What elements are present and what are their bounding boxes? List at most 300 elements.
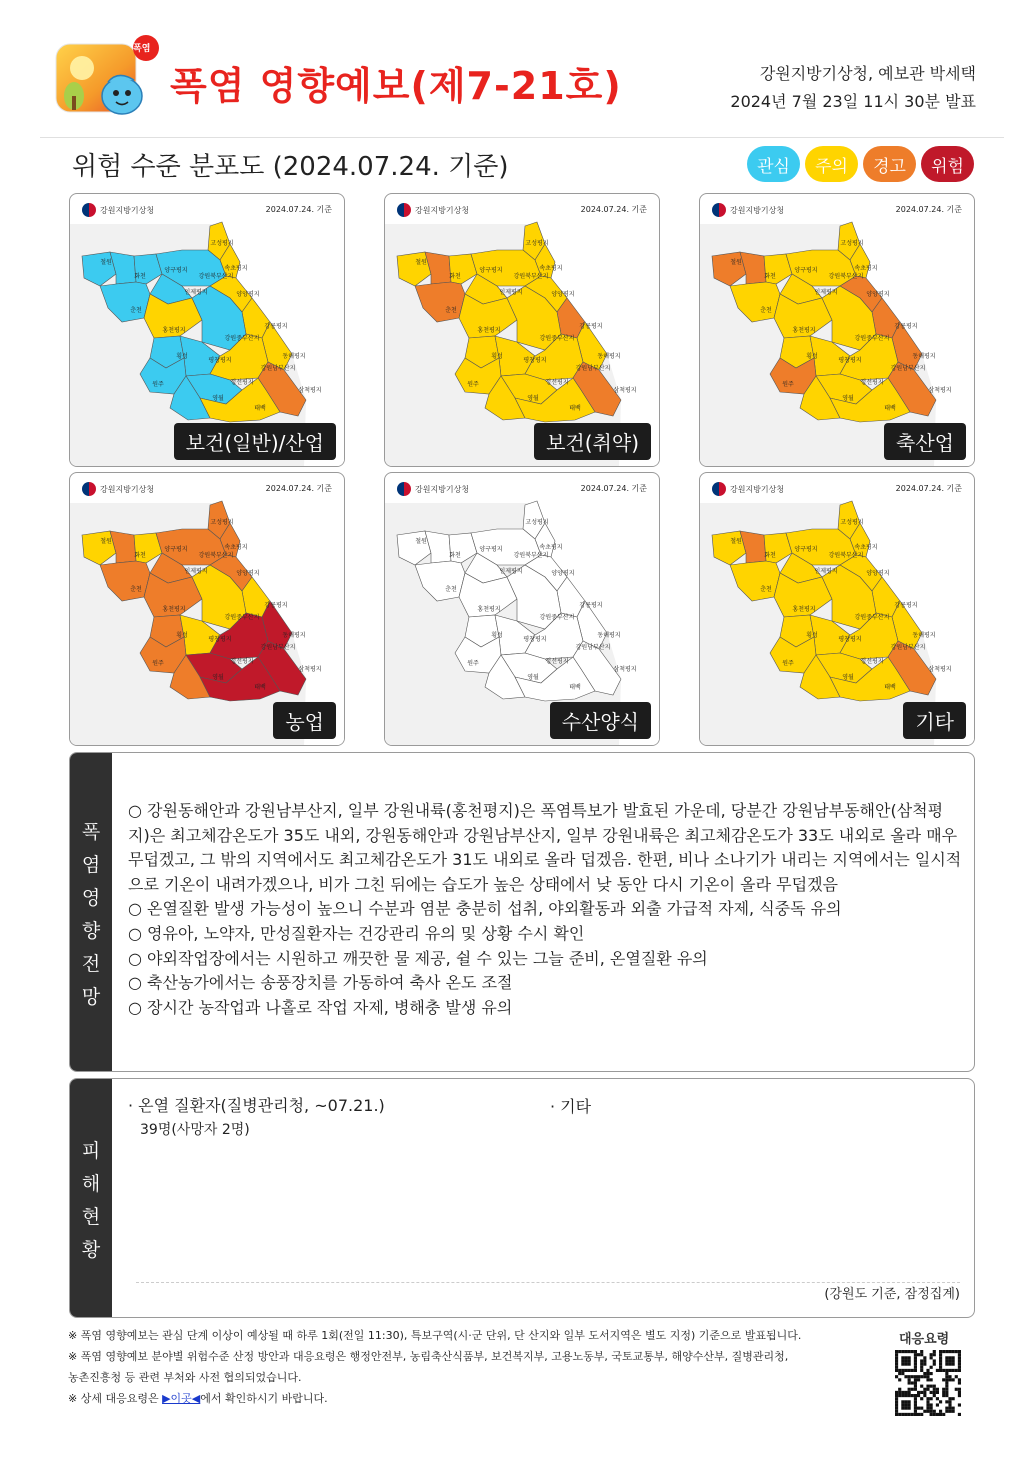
map-region-label: 평창평지 [208, 636, 232, 643]
map-region-label: 강릉평지 [894, 323, 918, 330]
outlook-side-label [70, 753, 112, 1071]
qr-module [939, 1410, 942, 1413]
qr-module [904, 1369, 907, 1372]
map-region-label: 고성평지 [840, 519, 864, 526]
qr-module [923, 1359, 926, 1362]
legend-caution: 주의 [805, 146, 858, 182]
qr-module [908, 1369, 911, 1372]
qr-module [945, 1356, 948, 1359]
map-region-label: 강원북부산지 [513, 552, 549, 559]
qr-module [939, 1350, 942, 1353]
heat-illness-value: 39명(사망자 2명) [140, 1122, 250, 1138]
map-region-label: 화천 [764, 552, 776, 559]
qr-module [901, 1356, 904, 1359]
map-region-label: 양양평지 [551, 570, 575, 577]
qr-module [895, 1369, 898, 1372]
qr-module [926, 1372, 929, 1375]
map-region-label: 양구평지 [164, 267, 188, 274]
qr-module [958, 1369, 961, 1372]
outlook-body [128, 799, 964, 1020]
qr-module [914, 1363, 917, 1366]
qr-module [933, 1394, 936, 1397]
map-region-label: 삼척평지 [298, 387, 322, 394]
qr-module [933, 1350, 936, 1353]
map-region-label: 영월 [842, 674, 854, 681]
map-region-label: 고성평지 [840, 240, 864, 247]
map-region-label: 영월 [842, 395, 854, 402]
qr-module [952, 1397, 955, 1400]
qr-module [901, 1359, 904, 1362]
map-region-label: 강원중부산지 [224, 335, 260, 342]
risk-legend [747, 146, 974, 182]
map-region-label: 철원 [415, 259, 427, 266]
qr-module [930, 1385, 933, 1388]
qr-module [895, 1356, 898, 1359]
government-emblem-icon [82, 482, 96, 496]
map-region-label: 양구평지 [479, 267, 503, 274]
qr-module [917, 1394, 920, 1397]
legend-warning: 경고 [863, 146, 916, 182]
side-char: 폭 [81, 821, 101, 843]
qr-module [895, 1353, 898, 1356]
map-region-label: 철원 [730, 538, 742, 545]
qr-module [914, 1359, 917, 1362]
map-region-label: 철원 [100, 538, 112, 545]
map-label: 축산업 [884, 423, 966, 460]
qr-module [914, 1385, 917, 1388]
qr-module [945, 1407, 948, 1410]
map-region-label: 정선평지 [860, 379, 884, 386]
qr-module [898, 1388, 901, 1391]
footer-text: ※ 상세 대응요령은 [68, 1392, 163, 1405]
qr-module [917, 1407, 920, 1410]
qr-module [895, 1413, 898, 1416]
outlook-line: ○ 영유아, 노약자, 만성질환자는 건강관리 유의 및 상황 수시 확인 [128, 923, 585, 943]
map-label: 농업 [273, 702, 336, 739]
qr-module [895, 1366, 898, 1369]
heat-illness-stats [128, 1094, 385, 1142]
map-region-label: 강원중부산지 [539, 614, 575, 621]
qr-module [942, 1394, 945, 1397]
map-region-label: 동해평지 [912, 353, 936, 360]
qr-module [930, 1391, 933, 1394]
map-region-label: 동해평지 [282, 632, 306, 639]
map-region-label: 양구평지 [479, 546, 503, 553]
damage-note: (강원도 기준, 잠정집계) [824, 1287, 960, 1302]
map-region-label: 원주 [467, 381, 479, 388]
other-damage-title: · 기타 [550, 1097, 592, 1116]
footer-line: ※ 폭염 영향예보는 관심 단계 이상이 예상될 때 하루 1회(전일 11:30), 특보구역(시·군 단위, 단 산지와 일부 도서지역은 별도 지정) 기준으로 발표됩니다. [68, 1329, 802, 1342]
legend-interest: 관심 [747, 146, 800, 182]
map-agency-name: 강원지방기상청 [730, 205, 785, 215]
qr-module [952, 1363, 955, 1366]
footer-notes [68, 1325, 801, 1409]
footer-line [68, 1388, 801, 1409]
qr-module [952, 1407, 955, 1410]
map-region-label: 홍천평지 [792, 327, 816, 334]
qr-module [901, 1372, 904, 1375]
footer-line: 농촌진흥청 등 관련 부처와 사전 협의되었습니다. [68, 1371, 302, 1384]
side-char: 전 [81, 953, 101, 975]
government-emblem-icon [397, 203, 411, 217]
map-date: 2024.07.24. 기준 [580, 484, 647, 493]
qr-module [904, 1413, 907, 1416]
map-region-label: 횡성 [806, 353, 818, 360]
qr-module [895, 1359, 898, 1362]
qr-module [914, 1388, 917, 1391]
map-region-label: 정선평지 [230, 658, 254, 665]
qr-module [895, 1363, 898, 1366]
qr-module [930, 1372, 933, 1375]
map-region-label: 강릉평지 [579, 602, 603, 609]
qr-module [920, 1385, 923, 1388]
qr-module [933, 1413, 936, 1416]
qr-module [945, 1350, 948, 1353]
qr-module [901, 1413, 904, 1416]
qr-module [904, 1363, 907, 1366]
qr-module [955, 1369, 958, 1372]
map-region-label: 강원북부산지 [513, 273, 549, 280]
qr-module [911, 1388, 914, 1391]
qr-module [939, 1366, 942, 1369]
qr-module [917, 1353, 920, 1356]
qr-module [898, 1350, 901, 1353]
map-region-label: 강원중부산지 [854, 614, 890, 621]
qr-module [926, 1400, 929, 1403]
section-title: 위험 수준 분포도 (2024.07.24. 기준) [72, 152, 509, 182]
qr-module [942, 1378, 945, 1381]
map-agency-name: 강원지방기상청 [100, 484, 155, 494]
qr-module [923, 1375, 926, 1378]
map-region-label: 철원 [730, 259, 742, 266]
map-region-label: 속초평지 [854, 265, 878, 272]
qr-module [952, 1410, 955, 1413]
qr-module [948, 1350, 951, 1353]
map-region-label: 삼척평지 [613, 387, 637, 394]
qr-module [917, 1375, 920, 1378]
side-char: 황 [81, 1239, 101, 1261]
map-region-label: 춘천 [130, 307, 142, 314]
map-label: 보건(일반)/산업 [174, 423, 336, 460]
map-region-label: 양양평지 [551, 291, 575, 298]
qr-module [911, 1413, 914, 1416]
qr-module [958, 1378, 961, 1381]
map-region-label: 춘천 [445, 586, 457, 593]
map-region-label: 정선평지 [860, 658, 884, 665]
qr-module [930, 1403, 933, 1406]
map-agency [397, 203, 469, 217]
qr-module [945, 1381, 948, 1384]
qr-module [933, 1410, 936, 1413]
qr-module [948, 1400, 951, 1403]
qr-module [908, 1391, 911, 1394]
qr-module [898, 1391, 901, 1394]
qr-module [914, 1381, 917, 1384]
qr-module [926, 1378, 929, 1381]
map-region-label: 동해평지 [597, 353, 621, 360]
map-region-label: 강원북부산지 [198, 273, 234, 280]
qr-module [908, 1394, 911, 1397]
map-region-label: 강릉평지 [264, 602, 288, 609]
qr-module [952, 1350, 955, 1353]
qr-module [948, 1356, 951, 1359]
qr-module [920, 1350, 923, 1353]
qr-module [930, 1407, 933, 1410]
government-emblem-icon [82, 203, 96, 217]
qr-module [958, 1391, 961, 1394]
qr-module [945, 1363, 948, 1366]
qr-module [911, 1375, 914, 1378]
map-region-label: 영월 [527, 674, 539, 681]
map-region-label: 화천 [764, 273, 776, 280]
qr-module [901, 1394, 904, 1397]
issuer-info [730, 60, 976, 116]
map-card-fishery [384, 472, 660, 746]
qr-module [904, 1403, 907, 1406]
qr-module [952, 1356, 955, 1359]
map-region-label: 강원남부산지 [260, 644, 296, 651]
map-region-label: 태백 [884, 405, 896, 412]
qr-module [895, 1375, 898, 1378]
map-region-label: 강릉평지 [894, 602, 918, 609]
map-card-other [699, 472, 975, 746]
header-divider [40, 137, 1004, 138]
map-date: 2024.07.24. 기준 [580, 205, 647, 214]
damage-side-label [70, 1079, 112, 1317]
qr-module [898, 1394, 901, 1397]
qr-module [933, 1385, 936, 1388]
qr-module [948, 1403, 951, 1406]
qr-module [895, 1350, 898, 1353]
qr-module [958, 1363, 961, 1366]
qr-module [914, 1378, 917, 1381]
map-region-label: 삼척평지 [613, 666, 637, 673]
qr-module [901, 1363, 904, 1366]
qr-module [945, 1400, 948, 1403]
qr-module [914, 1397, 917, 1400]
qr-module [923, 1410, 926, 1413]
qr-module [936, 1369, 939, 1372]
map-agency [82, 203, 154, 217]
map-region-label: 춘천 [445, 307, 457, 314]
qr-module [942, 1413, 945, 1416]
map-region-label: 속초평지 [539, 265, 563, 272]
qr-module [926, 1403, 929, 1406]
qr-module [914, 1375, 917, 1378]
qr-module [926, 1388, 929, 1391]
map-agency-name: 강원지방기상청 [730, 484, 785, 494]
map-region-label: 삼척평지 [928, 666, 952, 673]
outlook-line: ○ 온열질환 발생 가능성이 높으니 수분과 염분 충분히 섭취, 야외활동과 외출 가급적 자제, 식중독 유의 [128, 899, 842, 919]
map-region-label: 원주 [782, 660, 794, 667]
side-char: 현 [81, 1206, 101, 1228]
map-region-label: 인제평지 [184, 289, 208, 296]
qr-module [942, 1350, 945, 1353]
map-region-label: 고성평지 [525, 240, 549, 247]
qr-module [898, 1413, 901, 1416]
qr-module [933, 1391, 936, 1394]
map-region-label: 원주 [152, 381, 164, 388]
map-region-label: 양양평지 [236, 570, 260, 577]
qr-module [920, 1391, 923, 1394]
map-label: 보건(취약) [534, 423, 651, 460]
map-agency [397, 482, 469, 496]
outlook-line: ○ 축산농가에서는 송풍장치를 가동하여 축사 온도 조절 [128, 973, 513, 993]
qr-module [933, 1353, 936, 1356]
map-region-label: 춘천 [760, 586, 772, 593]
heatwave-badge: 폭염 [133, 44, 151, 54]
qr-module [936, 1413, 939, 1416]
map-region-label: 정선평지 [545, 379, 569, 386]
qr-module [911, 1381, 914, 1384]
map-region-label: 화천 [449, 552, 461, 559]
map-agency [82, 482, 154, 496]
qr-module [955, 1350, 958, 1353]
details-link[interactable]: ▶이곳◀ [162, 1392, 201, 1405]
qr-module [908, 1388, 911, 1391]
map-region-label: 인제평지 [814, 568, 838, 575]
qr-module [923, 1394, 926, 1397]
qr-module [895, 1403, 898, 1406]
qr-module [948, 1410, 951, 1413]
map-region-label: 태백 [569, 405, 581, 412]
map-label: 수산양식 [550, 702, 651, 739]
qr-module [901, 1407, 904, 1410]
qr-module [945, 1385, 948, 1388]
map-region-label: 태백 [254, 405, 266, 412]
qr-module [920, 1359, 923, 1362]
qr-module [901, 1369, 904, 1372]
map-label: 기타 [903, 702, 966, 739]
map-region-label: 동해평지 [282, 353, 306, 360]
map-region-label: 홍천평지 [162, 606, 186, 613]
qr-module [908, 1356, 911, 1359]
qr-module [914, 1403, 917, 1406]
qr-module [955, 1388, 958, 1391]
issuer-org: 강원지방기상청, 예보관 박세택 [759, 64, 976, 83]
map-region-label: 홍천평지 [477, 606, 501, 613]
qr-module [904, 1359, 907, 1362]
map-region-label: 춘천 [130, 586, 142, 593]
map-region-label: 화천 [134, 552, 146, 559]
qr-module [939, 1413, 942, 1416]
qr-module [904, 1391, 907, 1394]
map-region-label: 정선평지 [545, 658, 569, 665]
qr-module [958, 1388, 961, 1391]
map-agency-name: 강원지방기상청 [415, 484, 470, 494]
issued-time: 2024년 7월 23일 11시 30분 발표 [730, 92, 976, 111]
qr-module [917, 1413, 920, 1416]
map-region-label: 속초평지 [539, 544, 563, 551]
qr-module [926, 1397, 929, 1400]
qr-module [958, 1350, 961, 1353]
map-region-label: 횡성 [491, 353, 503, 360]
qr-module [945, 1375, 948, 1378]
qr-module [923, 1388, 926, 1391]
qr-module [908, 1375, 911, 1378]
map-region-label: 강원남부산지 [260, 365, 296, 372]
qr-module [948, 1397, 951, 1400]
qr-module [901, 1391, 904, 1394]
qr-module [895, 1410, 898, 1413]
map-region-label: 강원남부산지 [890, 365, 926, 372]
map-card-livestock [699, 193, 975, 467]
map-region-label: 속초평지 [224, 265, 248, 272]
qr-module [898, 1369, 901, 1372]
map-region-label: 홍천평지 [162, 327, 186, 334]
map-region-label: 인제평지 [499, 289, 523, 296]
qr-module [939, 1400, 942, 1403]
qr-module [914, 1400, 917, 1403]
map-card-agriculture [69, 472, 345, 746]
map-region-label: 속초평지 [854, 544, 878, 551]
qr-code-icon[interactable] [895, 1350, 961, 1416]
qr-module [895, 1407, 898, 1410]
map-region-label: 춘천 [760, 307, 772, 314]
qr-title: 대응요령 [899, 1332, 950, 1347]
map-region-label: 영월 [212, 395, 224, 402]
heatwave-outlook-panel [69, 752, 975, 1072]
map-region-label: 양구평지 [164, 546, 188, 553]
government-emblem-icon [712, 482, 726, 496]
qr-module [917, 1391, 920, 1394]
qr-module [945, 1391, 948, 1394]
side-char: 향 [81, 920, 101, 942]
qr-module [904, 1375, 907, 1378]
qr-module [908, 1413, 911, 1416]
qr-module [914, 1369, 917, 1372]
map-date: 2024.07.24. 기준 [265, 205, 332, 214]
map-region-label: 평창평지 [838, 636, 862, 643]
map-region-label: 원주 [152, 660, 164, 667]
qr-module [926, 1385, 929, 1388]
map-region-label: 강원북부산지 [198, 552, 234, 559]
outlook-line: ○ 장시간 농작업과 나홀로 작업 자제, 병해충 발생 유의 [128, 997, 513, 1017]
qr-module [942, 1369, 945, 1372]
map-region-label: 인제평지 [184, 568, 208, 575]
qr-module [914, 1350, 917, 1353]
qr-module [942, 1391, 945, 1394]
qr-module [904, 1356, 907, 1359]
map-agency-name: 강원지방기상청 [415, 205, 470, 215]
map-region-label: 강원중부산지 [854, 335, 890, 342]
map-region-label: 태백 [884, 684, 896, 691]
qr-module [930, 1413, 933, 1416]
qr-module [904, 1407, 907, 1410]
qr-module [908, 1403, 911, 1406]
qr-module [895, 1394, 898, 1397]
qr-module [930, 1397, 933, 1400]
qr-module [904, 1394, 907, 1397]
map-region-label: 강원남부산지 [890, 644, 926, 651]
qr-module [920, 1369, 923, 1372]
map-agency [712, 482, 784, 496]
qr-module [914, 1366, 917, 1369]
qr-module [930, 1356, 933, 1359]
map-region-label: 화천 [134, 273, 146, 280]
qr-module [936, 1403, 939, 1406]
qr-module [908, 1378, 911, 1381]
map-region-label: 횡성 [806, 632, 818, 639]
map-region-label: 평창평지 [208, 357, 232, 364]
qr-module [939, 1356, 942, 1359]
map-region-label: 횡성 [176, 632, 188, 639]
qr-module [923, 1372, 926, 1375]
outlook-line: ○ 야외작업장에서는 시원하고 깨끗한 물 제공, 쉴 수 있는 그늘 준비, 온열질환 유의 [128, 948, 708, 968]
qr-module [895, 1397, 898, 1400]
map-region-label: 화천 [449, 273, 461, 280]
outlook-line: ○ 강원동해안과 강원남부산지, 일부 강원내륙(홍천평지)은 폭염특보가 발효된 가운데, 당분간 강원남부동해안(삼척평지)은 최고체감온도가 35도 내외, 강원동해안과 강원남부산지, 일부 강원내륙은 최고체감온도가 33도 내외로 올라 매우 무덥겠고, 그 밖의 지역에서도 최고체감온도가 31도 내외로 올라 덥겠음. 한편, 비나 소나기가 내리는 지역에서는 일시적으로 기온이 내려가겠으나, 비가 그친 뒤에는 습도가 높은 상태에서 낮 동안 다시 기온이 올라 무덥겠음 [128, 801, 962, 894]
